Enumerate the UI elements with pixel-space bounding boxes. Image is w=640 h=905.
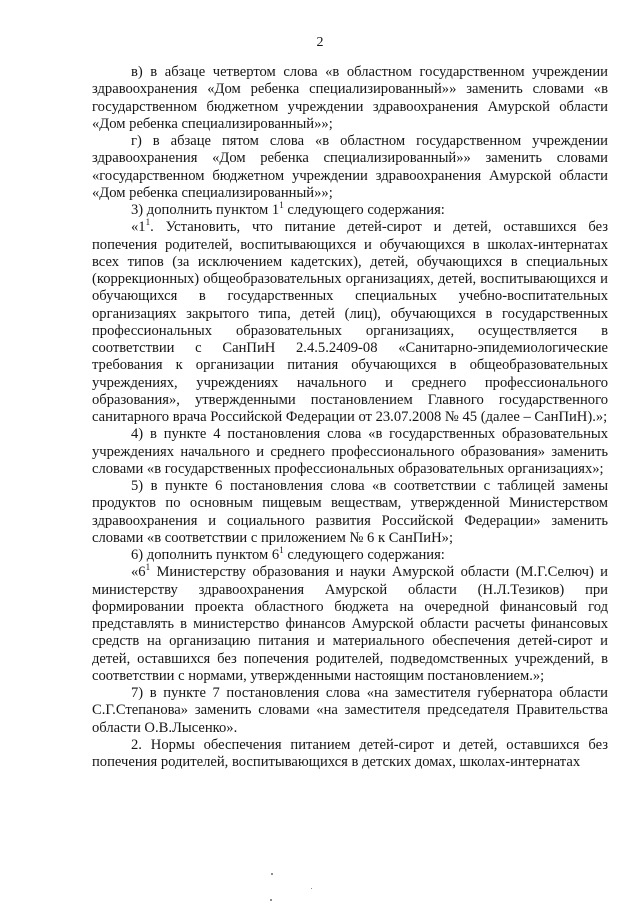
paragraph-amendment-6: 6) дополнить пунктом $6^1$ следующего содержания: <box>131 545 445 563</box>
paragraph-item-2: 2. Нормы обеспечения питанием детей-сирот и детей, оставшихся без попечения родителей, воспитывающихся в детских домах, школах-интернатах <box>92 736 608 770</box>
paragraph-amendment-5: 5) в пункте 6 постановления слова «в соответствии с таблицей замены продуктов по основным пищевым веществам, утвержденной Министерством здравоохранения и социального развития Российской Федерации» заменить словами «в соответствии с приложением № 6 к СанПиН»; <box>92 478 608 546</box>
paragraph-point-1-1: «$1^1$. Установить, что питание детей-сирот и детей, оставшихся без попечения родителей, воспитывающихся и обучающихся в школах-интернатах всех типов (за исключением кадетских), детей, обучающихся в специальных (коррекционных) общеобразовательных организациях, детей, воспитывающихся и обучающихся в государственных специальных учебно-воспитательных организациях закрытого типа, детей (лиц), обучающихся в государственных профессиональных образовательных организациях, осуществляется в соответствии с СанПиН 2.4.5.2409-08 «Санитарно-эпидемиологические требования к организации питания обучающихся в общеобразовательных учреждениях, учреждениях начального и среднего профессионального образования», утвержденными постановлением Главного государственного санитарного врача Российской Федерации от 23.07.2008 № 45 (далее – СанПиН).»; <box>92 217 608 425</box>
document-body <box>92 64 608 771</box>
scan-speck <box>271 873 273 875</box>
paragraph-point-6-1: «$6^1$ Министерству образования и науки Амурской области (М.Г.Селюч) и министерству здравоохранения Амурской области (Н.Л.Тезиков) при формировании проекта областного бюджета на очередной финансовый год представлять в министерство финансов Амурской области расчеты финансовых средств на организацию питания и материального обеспечения детей-сирот и детей, оставшихся без попечения родителей, подведомственных учреждений, в соответствии с нормами, утвержденными настоящим постановлением.»; <box>92 562 608 684</box>
scan-speck <box>270 899 272 901</box>
superscript: 1 <box>145 562 151 573</box>
paragraph-amendment-4: 4) в пункте 4 постановления слова «в государственных образовательных учреждениях начального и среднего профессионального образования» заменить словами «в государственных профессиональных образовательных организациях»; <box>92 426 608 477</box>
paragraph-amendment-3: 3) дополнить пунктом $1^1$ следующего содержания: <box>131 200 445 218</box>
paragraph-amendment-v: в) в абзаце четвертом слова «в областном государственном учреждении здравоохранения «Дом ребенка специализированный»» заменить словами «в государственном бюджетном учреждении здравоохранения Амурской области «Дом ребенка специализированный»»; <box>92 64 608 132</box>
paragraph-amendment-g: г) в абзаце пятом слова «в областном государственном учреждении здравоохранения «Дом ребенка специализированный»» заменить словами «государственном бюджетном учреждении здравоохранения Амурской области «Дом ребенка специализированный»»; <box>92 133 608 201</box>
paragraph-amendment-7: 7) в пункте 7 постановления слова «на заместителя губернатора области С.Г.Степанова» заменить словами «на заместителя председателя Правительства области О.В.Лысенко». <box>92 685 608 736</box>
superscript: 1 <box>279 545 284 556</box>
scan-speck <box>311 888 312 889</box>
superscript: 1 <box>279 200 284 211</box>
superscript: 1 <box>145 217 151 228</box>
page-number: 2 <box>316 35 324 50</box>
